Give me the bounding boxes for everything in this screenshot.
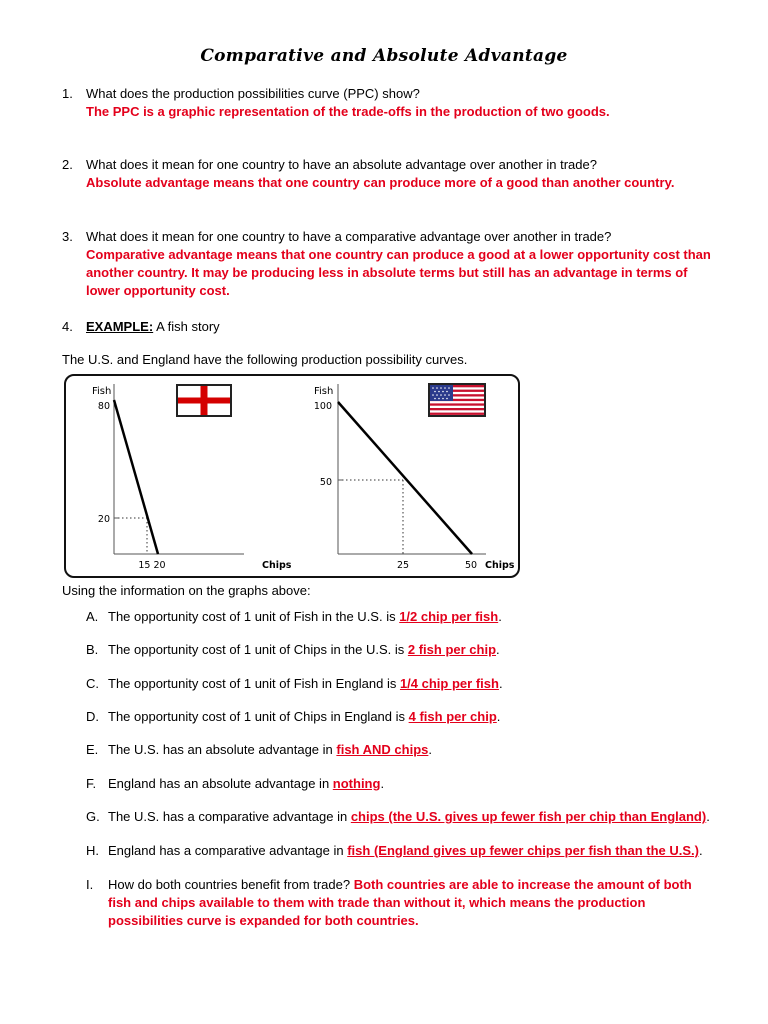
item-letter: F. <box>86 776 97 791</box>
item-text: How do both countries benefit from trade? <box>108 877 354 892</box>
england-y-tick-20: 20 <box>97 514 110 525</box>
item-d <box>86 708 726 726</box>
item-answer: 1/4 chip per fish <box>399 676 499 691</box>
us-x-label: Chips <box>485 560 515 571</box>
item-letter: H. <box>86 843 99 858</box>
question-1 <box>62 85 712 121</box>
item-end: . <box>706 809 710 824</box>
item-i <box>86 876 706 930</box>
item-text: England has an absolute advantage in <box>108 776 333 791</box>
item-letter: E. <box>86 742 99 757</box>
question-text: What does it mean for one country to have a comparative advantage over another in trade? <box>86 229 612 244</box>
item-answer: chips (the U.S. gives up fewer fish per chip than England) <box>350 809 707 824</box>
england-y-label: Fish <box>92 386 112 397</box>
item-letter: I. <box>86 877 94 892</box>
question-text: What does it mean for one country to have an absolute advantage over another in trade? <box>86 157 597 172</box>
us-ppc-line <box>338 402 472 554</box>
question-number: 1. <box>62 86 73 101</box>
item-letter: B. <box>86 642 99 657</box>
item-text: England has a comparative advantage in <box>108 843 348 858</box>
item-end: . <box>498 609 502 624</box>
item-h <box>86 842 726 860</box>
using-info-text: Using the information on the graphs above: <box>62 583 311 598</box>
item-a <box>86 608 726 626</box>
graphs-intro: The U.S. and England have the following production possibility curves. <box>62 352 468 367</box>
item-letter: G. <box>86 809 100 824</box>
item-end: . <box>428 742 432 757</box>
england-flag-icon <box>176 384 232 417</box>
england-y-tick-80: 80 <box>97 401 110 412</box>
item-c <box>86 675 726 693</box>
question-answer: Comparative advantage means that one country can produce a good at a lower opportunity cost than another country. It may be producing less in absolute terms but still has an advantage in terms of lower opportunity cost. <box>86 247 711 298</box>
item-letter: A. <box>86 609 99 624</box>
question-number: 4. <box>62 319 73 334</box>
item-e <box>86 741 726 759</box>
us-flag-icon <box>428 383 486 417</box>
item-f <box>86 775 726 793</box>
item-end: . <box>380 776 385 791</box>
page-title: Comparative and Absolute Advantage <box>200 46 568 66</box>
question-answer: The PPC is a graphic representation of the trade-offs in the production of two goods. <box>86 104 610 119</box>
question-answer: Absolute advantage means that one country can produce more of a good than another country. <box>86 175 675 190</box>
england-x-tick: 15 20 <box>138 560 166 571</box>
us-y-label: Fish <box>314 386 334 397</box>
example-label: EXAMPLE: <box>86 319 154 334</box>
item-text: The opportunity cost of 1 unit of Fish in England is <box>108 676 400 691</box>
us-y-tick-50: 50 <box>319 477 332 488</box>
item-answer: 4 fish per chip <box>408 709 497 724</box>
item-answer: fish AND chips <box>336 742 429 757</box>
item-text: The opportunity cost of 1 unit of Chips in England is <box>108 709 409 724</box>
us-ppc-graph <box>314 383 515 571</box>
item-answer: nothing <box>332 776 381 791</box>
england-ppc-graph <box>92 384 292 571</box>
us-y-tick-100: 100 <box>313 401 332 412</box>
item-answer: fish (England gives up fewer chips per fish than the U.S.) <box>347 843 699 858</box>
item-end: . <box>498 676 503 691</box>
item-end: . <box>496 642 500 657</box>
england-ppc-line <box>114 400 158 554</box>
question-2 <box>62 156 712 192</box>
question-4-example <box>62 318 712 336</box>
item-letter: C. <box>86 676 99 691</box>
item-letter: D. <box>86 709 99 724</box>
item-end: . <box>496 709 501 724</box>
item-g <box>86 808 726 826</box>
england-flag-cross-v <box>201 386 208 415</box>
item-text: The opportunity cost of 1 unit of Chips in the U.S. is <box>108 642 408 657</box>
england-x-label: Chips <box>262 560 292 571</box>
us-x-tick-25: 25 <box>396 560 410 571</box>
question-number: 3. <box>62 229 73 244</box>
ppc-graphs-svg <box>66 376 517 575</box>
example-text: A fish story <box>156 319 220 334</box>
item-text: The opportunity cost of 1 unit of Fish in the U.S. is <box>108 609 400 624</box>
item-text: The U.S. has an absolute advantage in <box>108 742 337 757</box>
item-answer: 1/2 chip per fish <box>399 609 499 624</box>
item-answer: 2 fish per chip <box>407 642 497 657</box>
question-3 <box>62 228 712 300</box>
us-x-tick-50: 50 <box>464 560 478 571</box>
ppc-graphs-box <box>64 374 520 578</box>
item-text: The U.S. has a comparative advantage in <box>108 809 351 824</box>
item-answer: Both countries are able to increase the amount of both fish and chips available to them with trade than without it, which means the production possibilities curve is expanded for both countries. <box>108 877 692 928</box>
item-end: . <box>699 843 703 858</box>
question-number: 2. <box>62 157 73 172</box>
item-b <box>86 641 726 659</box>
question-text: What does the production possibilities curve (PPC) show? <box>86 86 420 101</box>
